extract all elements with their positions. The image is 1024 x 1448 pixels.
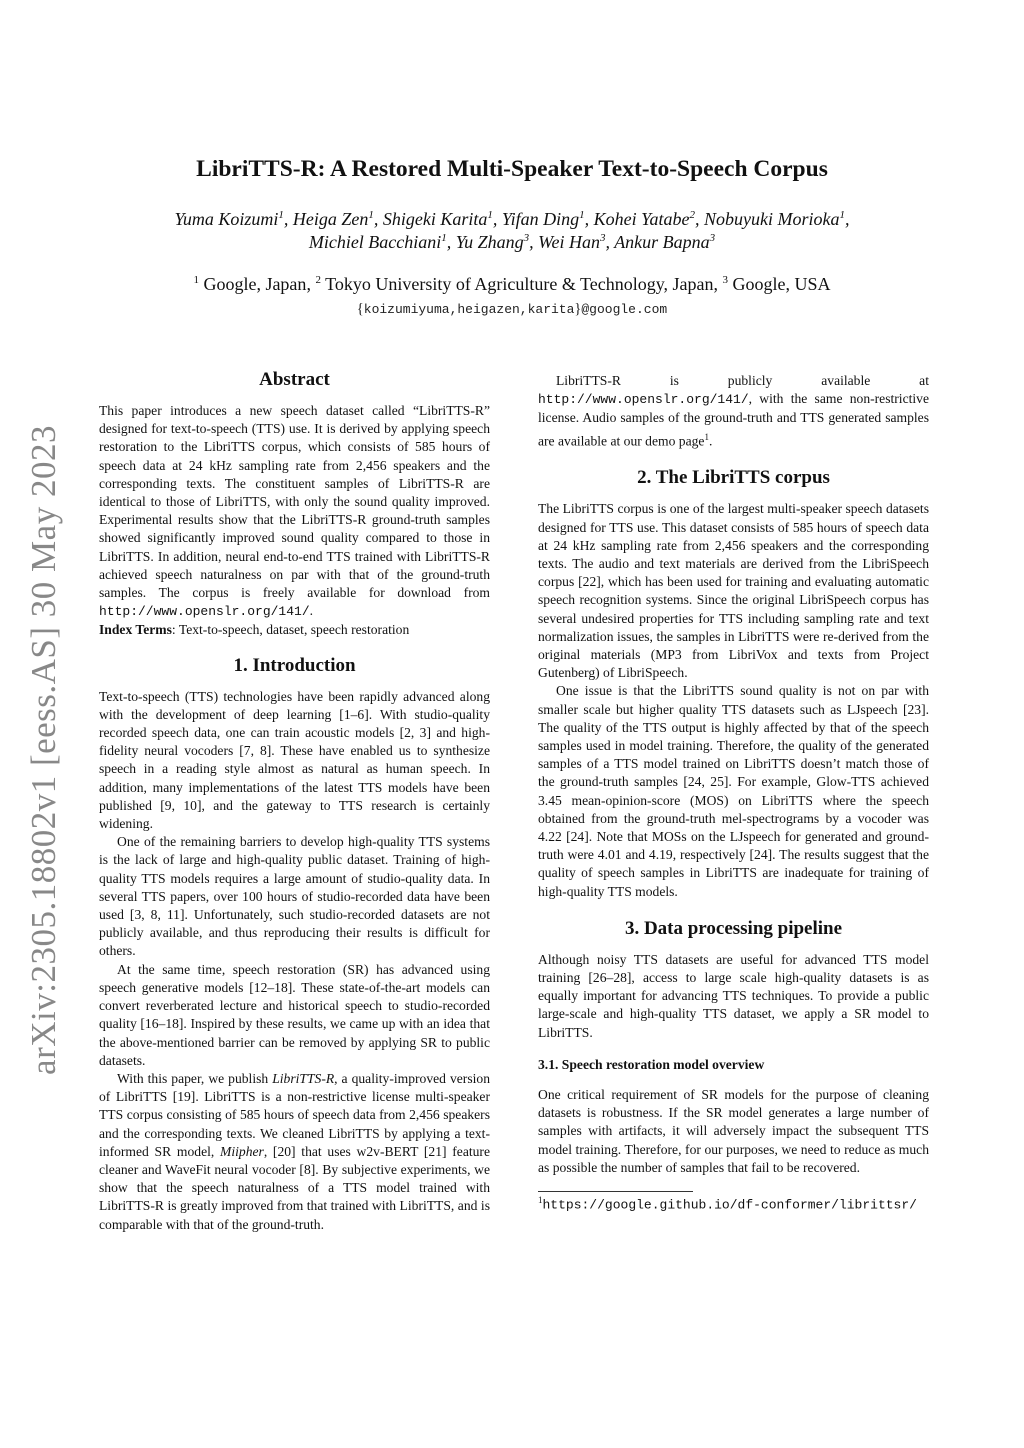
author: Ankur Bapna$^3$ [614, 232, 716, 252]
subsection-heading: 3.1. Speech restoration model overview [538, 1056, 765, 1072]
right-column [538, 372, 929, 1213]
pipeline-heading: 3. Data processing pipeline [624, 917, 843, 939]
left-column [99, 368, 490, 1234]
author: Wei Han$^3$ [538, 232, 606, 252]
abstract-heading: Abstract [259, 369, 330, 390]
arxiv-identifier: arXiv:2305.18802v1 [eess.AS] 30 May 2023 [24, 425, 63, 1075]
author: Nobuyuki Morioka$^1$ [703, 209, 845, 229]
author: Shigeki Karita$^1$ [382, 209, 493, 229]
author: Heiga Zen$^1$ [292, 209, 374, 229]
pipeline-paragraph: One critical requirement of SR models for the purpose of cleaning datasets is robustness. If the SR model generates a large number of samples with artifacts, it will adversely impact the subsequent TTS model training. Therefore, for our purposes, we need to reduce as much as possible the number of samples that fail to be recovered. [538, 1087, 929, 1175]
intro-paragraph: With this paper, we publish LibriTTS-R, a quality-improved version of LibriTTS [19]. LibriTTS is a non-restrictive license multi-speaker TTS corpus consisting of 585 hours of speech data from 2,456 speakers and the corresponding texts. We cleaned LibriTTS by applying a text-informed SR model, Miipher, [20] that uses w2v-BERT [21] feature cleaner and WaveFit neural vocoder [8]. By subjective experiments, we show that the speech naturalness of a TTS model trained with LibriTTS-R is greatly improved from that trained with LibriTTS, and is comparable with that of the ground-truth. [99, 1070, 490, 1232]
pipeline-paragraph: Although noisy TTS datasets are useful for advanced TTS model training [26–28], access to large scale high-quality datasets is as equally important for advancing TTS techniques. To provide a public large-scale and high-quality TTS dataset, we apply a SR model to LibriTTS. [538, 951, 929, 1040]
paper-title: LibriTTS-R: A Restored Multi-Speaker Text-to-Speech Corpus [196, 156, 828, 182]
abstract-text: This paper introduces a new speech dataset called “LibriTTS-R” designed for text-to-speech (TTS) use. It is derived by applying speech restoration to the LibriTTS corpus, which consists of 585 hours of speech data at 24 kHz sampling rate from 2,456 speakers and the corresponding texts. The constituent samples of LibriTTS-R are identical to those of LibriTTS, with only the sound quality improved. Experimental results show that the LibriTTS-R ground-truth samples showed significantly improved sound quality compared to those in LibriTTS. In addition, neural end-to-end TTS trained with LibriTTS-R achieved speech naturalness on par with that of the ground-truth samples. The corpus is freely available for download from http://www.openslr.org/141/. [99, 403, 490, 620]
intro-paragraph: Text-to-speech (TTS) technologies have been rapidly advanced along with the development of deep learning [1–6]. With studio-quality recorded speech data, one can train acoustic models [2, 3] and high-fidelity neural vocoders [7, 8]. These have enabled us to synthesize speech in a reading style almost as natural as human speech. In addition, many implementations of the latest TTS models have been published [9, 10], and the gateway to TTS research is certainly widening. [99, 688, 490, 832]
arxiv-sidebar [14, 425, 74, 1075]
openslr-url-link[interactable]: http://www.openslr.org/141/ [538, 392, 749, 408]
corpus-paragraph: One issue is that the LibriTTS sound quality is not on par with smaller scale but higher quality TTS datasets such as LJspeech [23]. The quality of the TTS output is highly affected by that of the speech samples used in model training. Therefore, the quality of the generated samples of a TTS model trained on LibriTTS doesn’t match those of the ground-truth samples [24, 25]. For example, Glow-TTS achieved 3.45 mean-opinion-score (MOS) on LibriTTS where the speech obtained from the ground-truth mel-spectrograms by a vocoder was 4.22 [24]. Note that MOSs on the LJspeech for generated and ground-truth were 4.01 and 4.19, respectively [24]. The results suggest that the quality of speech samples in LibriTTS are inadequate for training of high-quality TTS models. [538, 683, 929, 899]
footnote-url-link[interactable]: https://google.github.io/df-conformer/librittsr/ [542, 1197, 917, 1213]
author: Kohei Yatabe$^2$ [593, 209, 695, 229]
affiliation-list: $^1$ Google, Japan, $^2$ Tokyo University of Agriculture & Technology, Japan, $^3$ Google, USA [193, 274, 831, 294]
author: Michiel Bacchiani$^1$ [308, 232, 447, 252]
footnote: $^1$https://google.github.io/df-conformer/librittsr/ [538, 1195, 917, 1213]
availability-paragraph: LibriTTS-R is publicly available at http://www.openslr.org/141/, with the same non-restrictive license. Audio samples of the ground-truth and TTS generated samples are available at our demo page$^1$. [538, 373, 929, 449]
affiliation: Tokyo University of Agriculture & Technology, Japan [325, 274, 714, 294]
corpus-paragraph: The LibriTTS corpus is one of the largest multi-speaker speech datasets designed for TTS use. This dataset consists of 585 hours of speech data at 24 kHz sampling rate from 2,456 speakers and the corresponding texts. The audio and text materials are derived from the LibriSpeech corpus [22], which has been used for training and evaluating automatic speech recognition systems. Since the original LibriSpeech corpus has several undesired properties for TTS including sampling rate and text normalization issues, the samples in LibriTTS were re-derived from the original materials (MP3 from LibriVox and texts from Project Gutenberg) of LibriSpeech. [538, 501, 929, 681]
author-list: Yuma Koizumi$^1$, Heiga Zen$^1$, Shigeki Karita$^1$, Yifan Ding$^1$, Kohei Yatabe$^2$, Nobuyuki Morioka$^1$, Michiel Bacchiani$^1$, Yu Zhang$^3$, Wei Han$^3$, Ankur Bapna$^3$ [174, 209, 850, 252]
corpus-heading: 2. The LibriTTS corpus [637, 467, 830, 489]
introduction-heading: 1. Introduction [233, 654, 356, 676]
email-line[interactable]: {koizumiyuma,heigazen,karita}@google.com [356, 301, 668, 317]
author: Yu Zhang$^3$ [455, 232, 530, 252]
affiliation: Google, USA [732, 274, 831, 294]
affiliation: Google, Japan [203, 274, 307, 294]
index-terms: Index Terms: Text-to-speech, dataset, speech restoration [99, 622, 410, 638]
intro-paragraph: At the same time, speech restoration (SR) has advanced using speech generative models [12–18]. These state-of-the-art models can convert reverberated lecture and historical speech to studio-recorded quality [16–18]. Inspired by these results, we came up with an idea that the above-mentioned barrier can be removed by applying SR to public datasets. [99, 961, 490, 1068]
abstract-url-link[interactable]: http://www.openslr.org/141/ [99, 604, 310, 620]
author: Yifan Ding$^1$ [501, 209, 585, 229]
intro-paragraph: One of the remaining barriers to develop high-quality TTS systems is the lack of large and high-quality public dataset. Training of high-quality TTS models requires a large amount of studio-quality data. In several TTS papers, over 100 hours of studio-recorded data have been used [3, 8, 11]. Unfortunately, such studio-recorded datasets are not publicly available, and thus reproducing their results is difficult for others. [99, 834, 490, 959]
author: Yuma Koizumi$^1$ [174, 209, 284, 229]
